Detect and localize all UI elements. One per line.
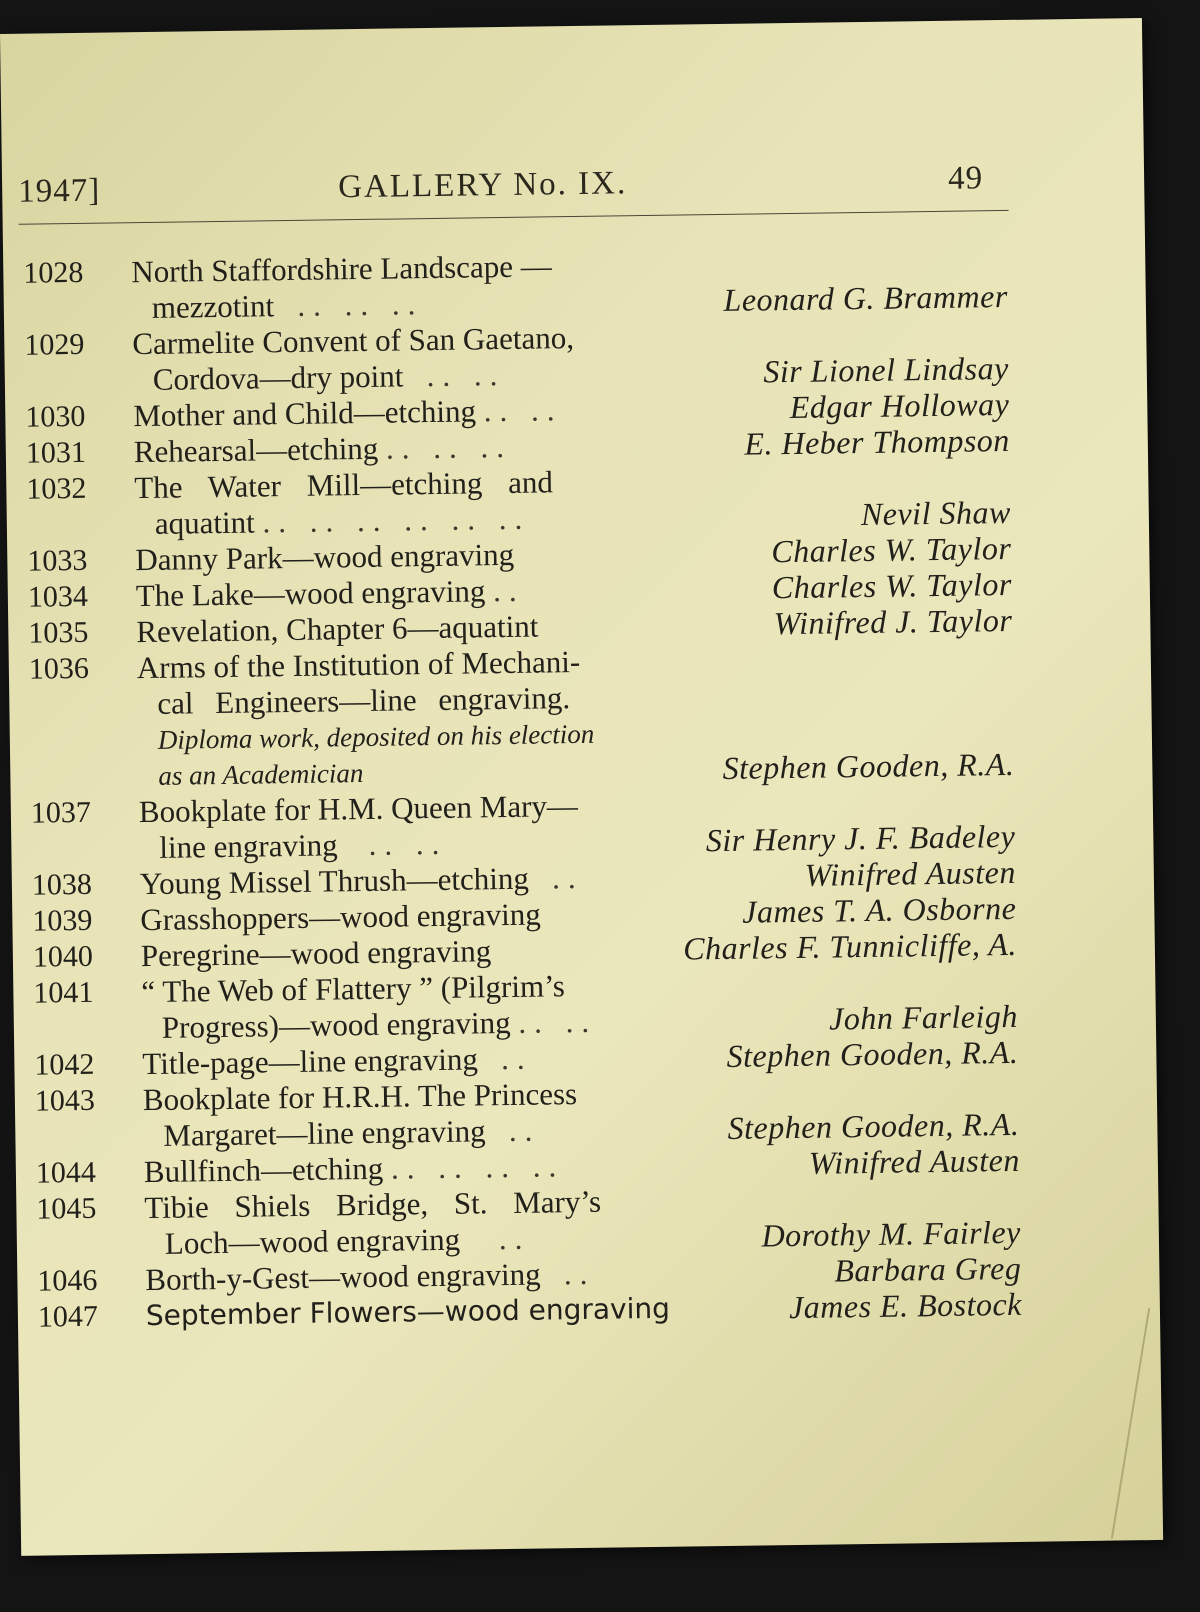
leader-dots: .. .. .. .. [390, 1148, 565, 1186]
entry-artist: Stephen Gooden, R.A. [726, 1033, 1019, 1074]
header-title: GALLERY No. IX. [337, 165, 628, 206]
entry-artist: Sir Henry J. F. Badeley [705, 817, 1016, 859]
entry-number: 1047 [37, 1299, 99, 1334]
entry-number: 1039 [32, 903, 93, 938]
entry-title-line2: Margaret—line engraving .. [163, 1112, 541, 1153]
entry-title-line2: Progress)—wood engraving .. .. [161, 1003, 598, 1045]
entry-note-line1: Diploma work, deposited on his election [157, 718, 595, 755]
entry-title-line1: Rehearsal—etching .. .. .. [133, 428, 513, 470]
leader-dots: .. [500, 1040, 533, 1077]
entry-title-line1: Borth-y-Gest—wood engraving .. [145, 1255, 596, 1298]
entry-number: 1028 [23, 255, 84, 290]
catalogue-entry [23, 242, 1024, 328]
leader-dots: .. .. .. .. .. .. [262, 500, 531, 540]
entry-title-line1: The Lake—wood engraving .. [135, 572, 525, 614]
entry-artist: James E. Bostock [788, 1285, 1023, 1326]
catalogue-page [0, 18, 1163, 1556]
entry-title-line1: Tibie Shiels Bridge, St. Mary’s [144, 1183, 602, 1226]
entry-title-line2: Cordova—dry point .. .. [152, 356, 506, 397]
header-page-number: 49 [947, 160, 984, 197]
page-header [18, 160, 1009, 224]
entry-number: 1030 [25, 399, 86, 434]
entry-title-line1: Revelation, Chapter 6—aquatint [136, 608, 539, 650]
entry-artist: Leonard G. Brammer [723, 277, 1009, 318]
entry-artist: John Farleigh [828, 997, 1019, 1037]
entry-artist: Winifred Austen [808, 1141, 1021, 1181]
entry-title-line2: cal Engineers—line engraving. [157, 680, 571, 721]
entry-title-line1: Bullfinch—etching .. .. .. .. [143, 1148, 565, 1190]
catalogue-entry [26, 458, 1027, 544]
catalogue-entry [36, 1178, 1037, 1264]
leader-dots: .. [563, 1255, 596, 1292]
entry-title-line1: Young Missel Thrush—etching .. [139, 859, 584, 902]
leader-dots: .. [498, 1220, 531, 1257]
entry-number: 1042 [34, 1047, 95, 1082]
catalogue-entry [29, 638, 1031, 796]
entry-number: 1043 [34, 1083, 96, 1118]
entry-number: 1040 [32, 939, 94, 974]
entry-title-line1: Carmelite Convent of San Gaetano, [132, 320, 575, 362]
entry-artist: E. Heber Thompson [744, 421, 1011, 462]
entry-number: 1029 [24, 327, 85, 362]
catalogue-entry [35, 1070, 1036, 1156]
catalogue-entry [33, 962, 1034, 1048]
leader-dots: .. [492, 572, 525, 609]
entry-artist: Charles F. Tunnicliffe, A. [682, 925, 1018, 967]
entry-number: 1031 [25, 435, 87, 470]
entry-title-line1: Grasshoppers—wood engraving [140, 896, 541, 938]
entry-number: 1033 [27, 543, 88, 578]
entry-number: 1046 [37, 1263, 98, 1298]
entry-artist: Sir Lionel Lindsay [763, 349, 1010, 390]
entry-number: 1036 [28, 651, 90, 686]
entry-artist: Nevil Shaw [860, 493, 1012, 533]
entry-artist: Charles W. Taylor [771, 565, 1013, 606]
entry-artist: Charles W. Taylor [771, 529, 1012, 570]
entry-artist: James T. A. Osborne [741, 889, 1017, 930]
entry-title-line1: Bookplate for H.R.H. The Princess [142, 1076, 578, 1118]
entry-title-line1: “ The Web of Flattery ” (Pilgrim’s [141, 968, 565, 1010]
catalogue-entry [24, 314, 1025, 400]
page-edge-decoration [1071, 1308, 1150, 1539]
entry-artist: Winifred Austen [804, 853, 1017, 893]
entry-list [23, 242, 1038, 1336]
entry-title-line1: Peregrine—wood engraving [140, 933, 492, 974]
leader-dots: .. .. [518, 1003, 598, 1040]
leader-dots: .. .. [426, 356, 506, 394]
leader-dots: .. .. [368, 825, 448, 862]
leader-dots: .. .. .. [385, 428, 513, 466]
entry-title-line1: Bookplate for H.M. Queen Mary— [138, 788, 579, 830]
entry-title-line2: aquatint .. .. .. .. .. .. [154, 500, 531, 541]
entry-title-line1: The Water Mill—etching and [134, 464, 554, 506]
entry-title-line2: mezzotint .. .. .. [151, 286, 424, 325]
entry-artist: Winifred J. Taylor [773, 601, 1013, 642]
entry-number: 1038 [31, 867, 93, 902]
entry-artist: Barbara Greg [834, 1249, 1022, 1289]
header-year: 1947] [17, 172, 101, 210]
leader-dots: .. .. .. [297, 286, 424, 323]
entry-title-line2: Loch—wood engraving .. [164, 1220, 531, 1261]
entry-artist: Edgar Holloway [789, 385, 1010, 426]
entry-number: 1034 [27, 579, 89, 614]
entry-number: 1045 [36, 1191, 97, 1226]
entry-number: 1037 [30, 795, 92, 830]
entry-title-line2: line engraving .. .. [159, 825, 448, 865]
entry-title-line1: Title-page—line engraving .. [142, 1040, 533, 1082]
entry-title-line1: Danny Park—wood engraving [135, 536, 515, 578]
entry-artist: Dorothy M. Fairley [761, 1213, 1022, 1254]
entry-title-line1: Arms of the Institution of Mechani- [136, 643, 581, 686]
entry-number: 1041 [33, 975, 94, 1010]
leader-dots: .. [551, 859, 584, 896]
entry-note-line2: as an Academician [158, 758, 364, 791]
entry-number: 1035 [28, 615, 89, 650]
entry-title-line1: September Flowers—wood engraving [145, 1291, 671, 1333]
entry-title-line1: Mother and Child—etching .. .. [133, 392, 563, 434]
entry-artist: Stephen Gooden, R.A. [722, 745, 1015, 786]
entry-title-line1: North Staffordshire Landscape — [131, 248, 552, 290]
leader-dots: .. .. [483, 392, 563, 429]
entry-number: 1032 [26, 471, 87, 506]
leader-dots: .. [508, 1112, 541, 1149]
entry-artist: Stephen Gooden, R.A. [727, 1105, 1020, 1146]
entry-number: 1044 [35, 1155, 97, 1190]
catalogue-entry [31, 782, 1032, 868]
